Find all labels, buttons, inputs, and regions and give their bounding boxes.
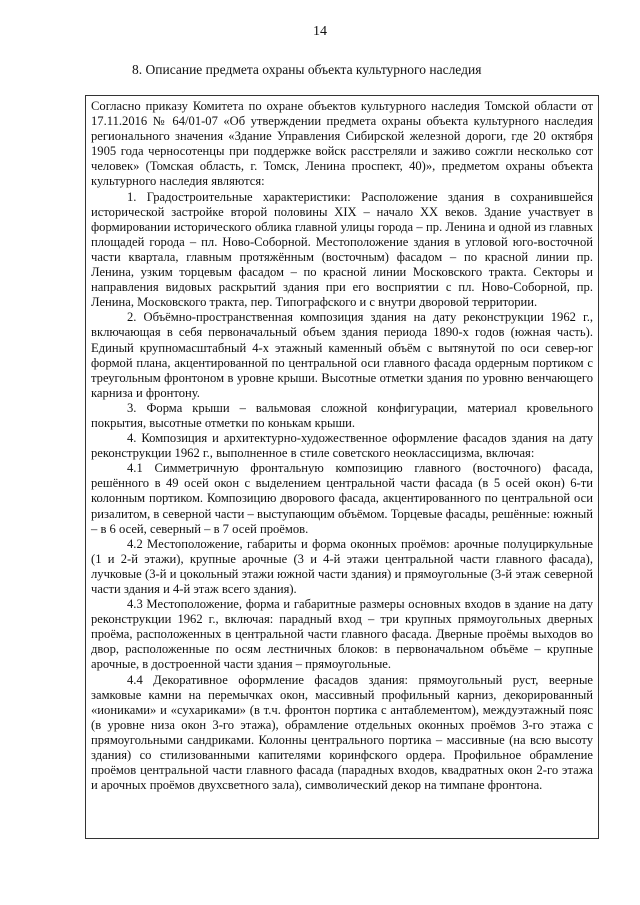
page-number: 14 <box>313 24 327 39</box>
item-3-roof-form: 3. Форма крыши – вальмовая сложной конфигурации, материал кровельного покрытия, высотные отметки по конькам крыши. <box>91 400 593 430</box>
item-4-2-window-openings: 4.2 Местоположение, габариты и форма оконных проёмов: арочные полуциркульные (1 и 2-й этажи), крупные арочные (3 и 4-й этажи центральной части главного фасада), лучковые (3-й и цокольный этажи южной части здания) и прямоугольные (3-й этаж северной части здания и 4-й этаж всего здания). <box>91 536 593 596</box>
item-4-1-main-facade: 4.1 Симметричную фронтальную композицию главного (восточного) фасада, решённого в 49 осей окон с выделением центральной части фасада (в 5 осей окон) 6-ти колонным портиком. Композицию дворового фасада, акцентированного по центральной оси ризалитом, в северной части – выступающим объёмом. Торцевые фасады, решённые: южный – в 6 осей, северный – в 7 осей проёмов. <box>91 461 593 536</box>
item-4-3-entrances: 4.3 Местоположение, форма и габаритные размеры основных входов в здание на дату реконструкции 1962 г., включая: парадный вход – три крупных прямоугольных дверных проёма, расположенных в центральной части главного фасада. Дверные проёмы выходов во двор, расположенные по осям лестничных блоков: в первоначальном объёме – крупные арочные, в достроенной части здания – прямоугольные. <box>91 597 593 672</box>
intro-paragraph: Согласно приказу Комитета по охране объектов культурного наследия Томской области от 17.11.2016 № 64/01-07 «Об утверждении предмета охраны объекта культурного наследия регионального значения «Здание Управления Сибирской железной дороги, где 20 октября 1905 года черносотенцы при поддержке войск расстреляли и заживо сожгли несколько сот человек» (Томская область, г. Томск, Ленина проспект, 40)», предметом охраны объекта культурного наследия являются: <box>91 99 593 189</box>
item-2-volume-composition: 2. Объёмно-пространственная композиция здания на дату реконструкции 1962 г., включающая в себя первоначальный объем здания периода 1890-х годов (южная часть). Единый крупномасштабный 4-х этажный каменный объём с вытянутой по оси север-юг формой плана, акцентированной по центральной оси главного фасада ордерным портиком с треугольным фронтоном в уровне крыши. Высотные отметки здания по уровню венчающего карниза и фронтону. <box>91 310 593 400</box>
section-heading: 8. Описание предмета охраны объекта культурного наследия <box>132 62 482 77</box>
item-1-urban-planning: 1. Градостроительные характеристики: Расположение здания в сохранившейся исторической застройке второй половины XIX – начало XX веков. Здание участвует в формировании исторического облика главной улицы города – пр. Ленина и одной из главных площадей города – пл. Ново-Соборной. Местоположение здания в угловой юго-восточной части квартала, главным протяжённым (восточным) фасадом – по красной линии пр. Ленина, узким торцевым фасадом – по красной линии Московского тракта. Секторы и направления видовых раскрытий здания при его восприятии с пл. Ново-Соборной, пр. Ленина, Московского тракта, пер. Типографского и с внутри дворовой территории. <box>91 189 593 310</box>
item-4-4-decoration: 4.4 Декоративное оформление фасадов здания: прямоугольный руст, веерные замковые камни на перемычках окон, массивный профильный карниз, декорированный «иониками» и «сухариками» (в т.ч. фронтон портика с антаблементом), междуэтажный пояс (в уровне низа окон 3-го этажа), обрамление отдельных оконных проёмов 3-го этажа с прямоугольными сандриками. Колонны центрального портика – массивные (на всю высоту здания) со стилизованными капителями коринфского ордера. Профильное обрамление проёмов центральной части главного фасада (парадных входов, квадратных окон 2-го этажа и арочных проёмов двухсветного зала), символический декор на тимпане фронтона. <box>91 672 593 793</box>
content-box <box>85 95 599 839</box>
item-4-facade-composition: 4. Композиция и архитектурно-художественное оформление фасадов здания на дату реконструкции 1962 г., выполненное в стиле советского неоклассицизма, включая: <box>91 431 593 461</box>
